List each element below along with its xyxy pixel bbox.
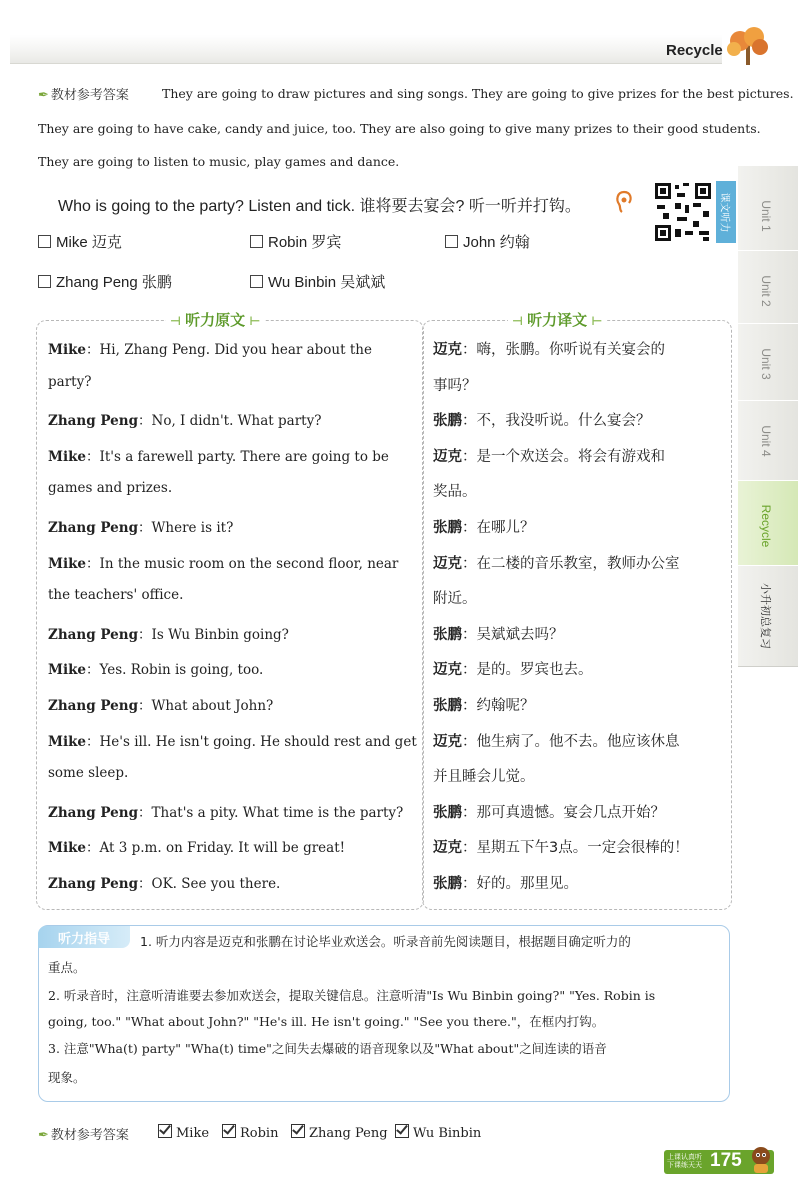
dialogue-text: ：No, I didn't. What party?	[138, 413, 322, 430]
speaker-name: Mike	[48, 662, 87, 679]
chinese-script-line	[433, 374, 477, 395]
checked-box-icon	[158, 1124, 172, 1138]
english-script-title: ⊣ 听力原文 ⊢	[166, 309, 264, 330]
chinese-script-title: ⊣ 听力译文 ⊢	[508, 309, 606, 330]
answer-line-3: They are going to listen to music, play games and dance.	[38, 154, 400, 169]
english-script-line	[48, 801, 403, 821]
chinese-script-line	[433, 587, 477, 608]
tab-unit-4[interactable]: Unit 4	[738, 400, 798, 482]
english-script-line	[48, 338, 372, 358]
page-number: 175	[710, 1150, 742, 1171]
speaker-name: 迈克	[433, 662, 462, 679]
checked-mike: Mike	[158, 1124, 209, 1141]
answer-label-bottom: ✒ 教材参考答案	[38, 1128, 129, 1143]
speaker-name: 张鹏	[433, 626, 462, 643]
dialogue-text: 并且睡会儿觉。	[433, 769, 535, 786]
answer-line-2: They are going to have cake, candy and juice, too. They are also going to give many prizes to their good students.	[38, 121, 761, 136]
english-script-line	[48, 730, 417, 750]
speaker-name: 张鹏	[433, 876, 462, 892]
chinese-script-line	[433, 338, 665, 359]
dialogue-text: 附近。	[433, 591, 477, 608]
chinese-script-line	[433, 730, 680, 751]
speaker-name: Mike	[48, 555, 87, 572]
chinese-script-line	[433, 801, 665, 822]
tips-badge: 听力指导	[38, 926, 130, 948]
dialogue-text: ：Is Wu Binbin going?	[138, 626, 289, 643]
speaker-name: Zhang Peng	[48, 413, 139, 430]
english-script-line	[48, 872, 280, 892]
dialogue-text: ：Hi, Zhang Peng. Did you hear about the	[86, 342, 372, 358]
speaker-name: 张鹏	[433, 804, 462, 821]
speaker-name: 迈克	[433, 342, 462, 358]
dialogue-text: ：那可真遗憾。宴会几点开始？	[462, 804, 665, 821]
speaker-name: Mike	[48, 342, 87, 358]
tip-line-4: going, too." "What about John?" "He's ill. He isn't going." "See you there."，在框内打钩。	[48, 1014, 605, 1029]
english-script-line	[48, 694, 273, 714]
chinese-script-line	[433, 516, 535, 537]
answer-label-top: ✒ 教材参考答案	[38, 88, 129, 103]
answer-line-1: They are going to draw pictures and sing songs. They are going to give prizes for the best pictures.	[162, 86, 794, 101]
tip-line-6: 现象。	[48, 1070, 86, 1085]
dialogue-text: the teachers' office.	[48, 587, 184, 604]
tip-line-1: 1. 听力内容是迈克和张鹏在讨论毕业欢送会。听录音前先阅读题目，根据题目确定听力的	[140, 934, 631, 949]
qr-code-icon[interactable]	[653, 181, 713, 243]
dialogue-text: ：星期五下午3点。一定会很棒的！	[462, 840, 689, 857]
chinese-script-line	[433, 658, 593, 679]
question-text: Who is going to the party? Listen and tick. 谁将要去宴会? 听一听并打钩。	[58, 198, 581, 215]
speaker-name: Mike	[48, 448, 87, 465]
dialogue-text: ：不，我没听说。什么宴会？	[462, 413, 651, 430]
dialogue-text: ：嗨，张鹏。你听说有关宴会的	[462, 342, 665, 358]
tip-line-2: 重点。	[48, 960, 86, 975]
dialogue-text: ：He's ill. He isn't going. He should rest and get	[86, 733, 417, 750]
english-script-line	[48, 409, 321, 429]
tab-unit-3[interactable]: Unit 3	[738, 323, 798, 405]
tab-review[interactable]: 小升初总复习	[738, 565, 798, 667]
speaker-name: 迈克	[433, 840, 462, 857]
option-zhang-peng[interactable]: Zhang Peng 张鹏	[38, 271, 172, 292]
checkbox-icon[interactable]	[445, 235, 458, 248]
dialogue-text: 事吗？	[433, 377, 477, 394]
dialogue-text: ：OK. See you there.	[138, 876, 281, 892]
chinese-script-line	[433, 480, 477, 501]
tip-line-3: 2. 听录音时，注意听清谁要去参加欢送会，提取关键信息。注意听清"Is Wu Binbin going?" "Yes. Robin is	[48, 988, 656, 1003]
chinese-script-line	[433, 765, 535, 786]
dialogue-text: some sleep.	[48, 765, 129, 782]
listen-icon[interactable]	[613, 190, 635, 214]
english-script-line	[48, 765, 128, 781]
dialogue-text: ：Where is it?	[138, 520, 234, 536]
checkbox-icon[interactable]	[250, 235, 263, 248]
checked-box-icon	[222, 1124, 236, 1138]
english-script-line	[48, 587, 183, 603]
chinese-script-line	[433, 694, 535, 715]
speaker-name: Mike	[48, 840, 87, 857]
dialogue-text: ：Yes. Robin is going, too.	[86, 662, 264, 679]
qr-label: 课文听力	[716, 181, 736, 243]
pen-icon: ✒	[38, 88, 49, 103]
speaker-name: 迈克	[433, 448, 462, 465]
checked-zhang-peng: Zhang Peng	[291, 1124, 388, 1141]
english-script-line	[48, 836, 345, 856]
dialogue-text: ：In the music room on the second floor, near	[86, 555, 399, 572]
tab-unit-1[interactable]: Unit 1	[738, 165, 798, 267]
checked-box-icon	[291, 1124, 305, 1138]
checkbox-icon[interactable]	[38, 275, 51, 288]
dialogue-text: ：在哪儿？	[462, 520, 535, 536]
english-script-line	[48, 623, 289, 643]
checked-wu-binbin: Wu Binbin	[395, 1124, 481, 1141]
tab-unit-2[interactable]: Unit 2	[738, 250, 798, 332]
speaker-name: Zhang Peng	[48, 520, 139, 536]
speaker-name: 张鹏	[433, 520, 462, 536]
section-title: Recycle	[666, 42, 723, 59]
chinese-script-line	[433, 445, 665, 466]
english-script-line	[48, 480, 172, 496]
checked-robin: Robin	[222, 1124, 278, 1141]
option-wu-binbin[interactable]: Wu Binbin 吴斌斌	[250, 271, 385, 292]
dialogue-text: games and prizes.	[48, 480, 173, 497]
dialogue-text: ：It's a farewell party. There are going to be	[86, 448, 389, 465]
speaker-name: Zhang Peng	[48, 804, 139, 821]
chinese-script-line	[433, 623, 564, 644]
option-robin[interactable]: Robin 罗宾	[250, 231, 341, 252]
dialogue-text: ：是一个欢送会。将会有游戏和	[462, 448, 665, 465]
dialogue-text: ：在二楼的音乐教室，教师办公室	[462, 555, 680, 572]
speaker-name: Zhang Peng	[48, 626, 139, 643]
mascot-icon	[748, 1145, 774, 1175]
header-bar	[10, 35, 722, 64]
pen-icon: ✒	[38, 1128, 49, 1143]
tab-recycle[interactable]: Recycle	[738, 480, 798, 572]
dialogue-text: ：他生病了。他不去。他应该休息	[462, 733, 680, 750]
dialogue-text: ：是的。罗宾也去。	[462, 662, 593, 679]
dialogue-text: 奖品。	[433, 484, 477, 501]
dialogue-text: ：吴斌斌去吗？	[462, 626, 564, 643]
checkbox-icon[interactable]	[250, 275, 263, 288]
dialogue-text: ：At 3 p.m. on Friday. It will be great!	[86, 840, 346, 857]
dialogue-text: ：What about John?	[138, 698, 274, 714]
page-slogan: 上课认真听 下课练天天	[667, 1153, 702, 1169]
speaker-name: Mike	[48, 733, 87, 750]
option-mike[interactable]: Mike 迈克	[38, 231, 122, 252]
dialogue-text: party?	[48, 373, 92, 390]
tree-icon	[724, 27, 772, 67]
english-script-line	[48, 445, 389, 465]
chinese-script-line	[433, 552, 680, 573]
speaker-name: 张鹏	[433, 698, 462, 714]
dialogue-text: ：约翰呢？	[462, 698, 535, 714]
english-script-line	[48, 374, 91, 390]
speaker-name: 迈克	[433, 555, 462, 572]
english-script-line	[48, 516, 233, 536]
tip-line-5: 3. 注意"Wha(t) party" "Wha(t) time"之间失去爆破的语音现象以及"What about"之间连读的语音	[48, 1041, 607, 1056]
speaker-name: 张鹏	[433, 413, 462, 430]
option-john[interactable]: John 约翰	[445, 231, 530, 252]
dialogue-text: ：That's a pity. What time is the party?	[138, 804, 404, 821]
speaker-name: 迈克	[433, 733, 462, 750]
checkbox-icon[interactable]	[38, 235, 51, 248]
english-script-line	[48, 552, 398, 572]
chinese-script-line	[433, 872, 578, 893]
checked-box-icon	[395, 1124, 409, 1138]
speaker-name: Zhang Peng	[48, 698, 139, 714]
english-script-line	[48, 658, 263, 678]
chinese-script-line	[433, 836, 689, 857]
dialogue-text: ：好的。那里见。	[462, 876, 578, 892]
chinese-script-line	[433, 409, 651, 430]
speaker-name: Zhang Peng	[48, 876, 139, 892]
